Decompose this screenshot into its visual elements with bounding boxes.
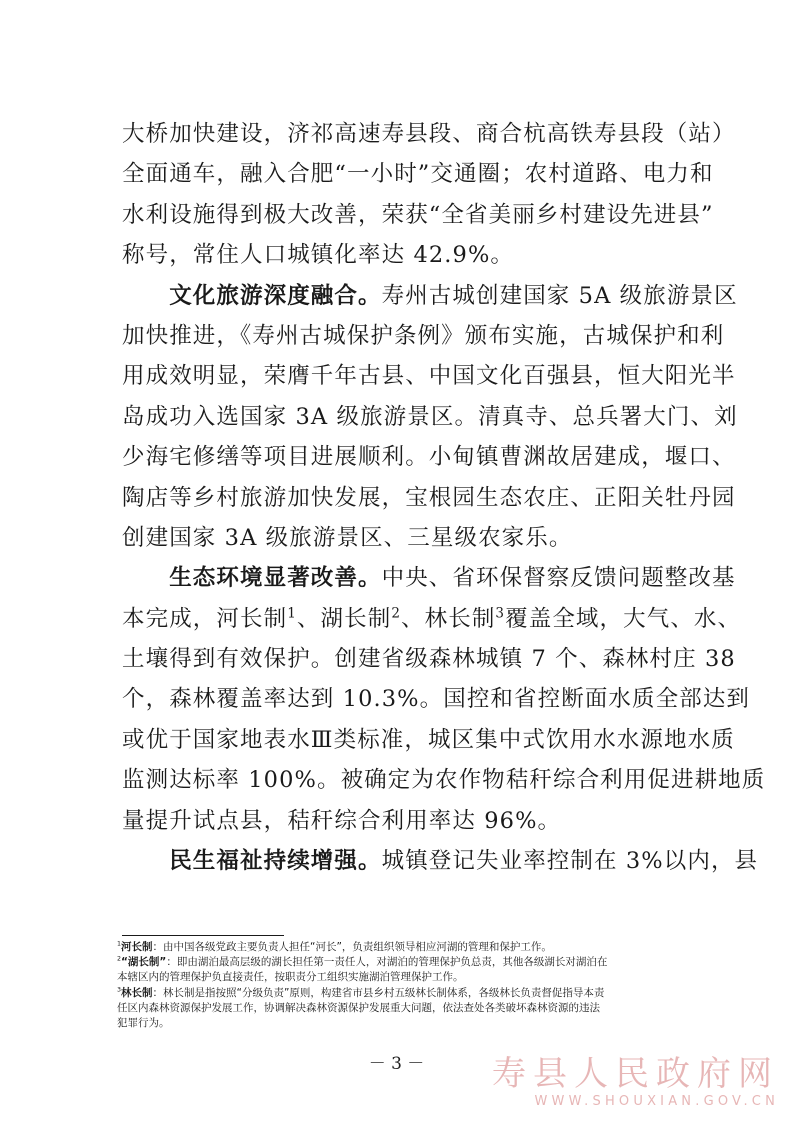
paragraph-heading: 生态环境显著改善。	[169, 565, 382, 592]
text-line	[122, 599, 742, 639]
footnote-line: 任区内森林资源保护发展工作，协调解决森林资源保护发展重大问题，依法查处各类破坏森林资源的违法	[117, 1001, 600, 1014]
footnote-divider	[122, 935, 284, 936]
text-line: 量提升试点县，秸秆综合利用率达 96%。	[122, 807, 562, 834]
text-line: 监测达标率 100%。被确定为农作物秸秆综合利用促进耕地质	[122, 767, 766, 794]
text-line: 土壤得到有效保护。创建省级森林城镇 7 个、森林村庄 38	[122, 646, 736, 673]
paragraph-2	[122, 276, 738, 559]
text-line: 称号，常住人口城镇化率达 42.9%。	[122, 242, 515, 269]
footnote-line	[117, 986, 682, 1001]
footnote-line: 本辖区内的管理保护负直接责任，按职责分工组织实施湖泊管理保护工作。	[117, 971, 464, 984]
site-watermark	[492, 1054, 779, 1110]
text-line: 大桥加快建设，济祁高速寿县段、商合杭高铁寿县段（站）	[122, 121, 736, 147]
footnote-line	[117, 955, 682, 970]
text-line: 或优于国家地表水Ⅲ类标准，城区集中式饮用水水源地水质	[122, 726, 735, 753]
footnote-term: “湖长制”	[121, 956, 167, 969]
text-line: 创建国家 3A 级旅游景区、三星级农家乐。	[122, 524, 573, 551]
text-line: 个，森林覆盖率达到 10.3%。国控和省控断面水质全部达到	[122, 686, 751, 713]
text-line	[122, 558, 736, 598]
text-line: 岛成功入选国家 3A 级旅游景区。清真寺、总兵署大门、刘	[122, 403, 738, 430]
text-line: 加快推进，《寿州古城保护条例》颁布实施，古城保护和利	[122, 322, 725, 349]
footnote-1	[117, 940, 682, 955]
text-line: 用成效明显，荣膺千年古县、中国文化百强县，恒大阳光半	[122, 363, 736, 390]
footnotes	[117, 940, 682, 1031]
footnote-number: 3	[117, 986, 122, 994]
paragraph-4	[122, 841, 759, 881]
footnote-text: ：林长制是指按照“分级负责”原则，构建省市县乡村五级林长制体系，各级林长负责督促指导本责	[152, 986, 605, 999]
footnote-ref: 1	[287, 605, 297, 622]
page-number: － 3 －	[368, 1054, 425, 1074]
text-line: 水利设施得到极大改善，荣获“全省美丽乡村建设先进县”	[122, 201, 714, 228]
paragraph-heading: 文化旅游深度融合。	[169, 282, 382, 309]
watermark-url: WWW.SHOUXIAN.GOV.CN	[534, 1094, 779, 1109]
text-line	[122, 276, 738, 316]
text-span: 本完成，河长制	[122, 605, 288, 632]
footnote-ref: 2	[391, 605, 402, 622]
footnote-3	[117, 986, 682, 1032]
text-span: 中央、省环保督察反馈问题整改基	[381, 565, 736, 592]
paragraph-3	[122, 558, 766, 841]
text-line: 陶店等乡村旅游加快发展，宝根园生态农庄、正阳关牡丹园	[122, 484, 736, 511]
text-line	[122, 841, 759, 881]
watermark-title: 寿县人民政府网	[492, 1054, 779, 1094]
text-span: 覆盖全域，大气、水、	[505, 605, 742, 632]
text-line: 全面通车，融入合肥“一小时”交通圈；农村道路、电力和	[122, 161, 714, 188]
footnote-term: 林长制	[121, 986, 153, 999]
paragraph-heading: 民生福祉持续增强。	[169, 848, 382, 875]
footnote-line	[117, 940, 682, 955]
text-span: 寿州古城创建国家 5A 级旅游景区	[381, 282, 738, 309]
footnote-text: ：由中国各级党政主要负责人担任“河长”，负责组织领导相应河湖的管理和保护工作。	[152, 941, 552, 953]
footnote-number: 2	[117, 955, 122, 963]
text-line: 少海宅修缮等项目进展顺利。小甸镇曹渊故居建成，堰口、	[122, 444, 736, 471]
footnote-term: 河长制	[121, 941, 153, 953]
text-span: 城镇登记失业率控制在 3%以内，县	[381, 848, 759, 875]
paragraph-1	[122, 114, 736, 276]
footnote-number: 1	[117, 940, 122, 948]
footnote-2	[117, 955, 682, 985]
footnote-line: 犯罪行为。	[117, 1016, 170, 1029]
text-span: 、林长制	[401, 605, 496, 632]
document-body	[122, 114, 766, 881]
footnote-text: ：即由湖泊最高层级的湖长担任第一责任人，对湖泊的管理保护负总责，其他各级湖长对湖泊在	[166, 956, 608, 969]
text-span: 、湖长制	[296, 605, 392, 632]
footnote-ref: 3	[495, 605, 506, 622]
